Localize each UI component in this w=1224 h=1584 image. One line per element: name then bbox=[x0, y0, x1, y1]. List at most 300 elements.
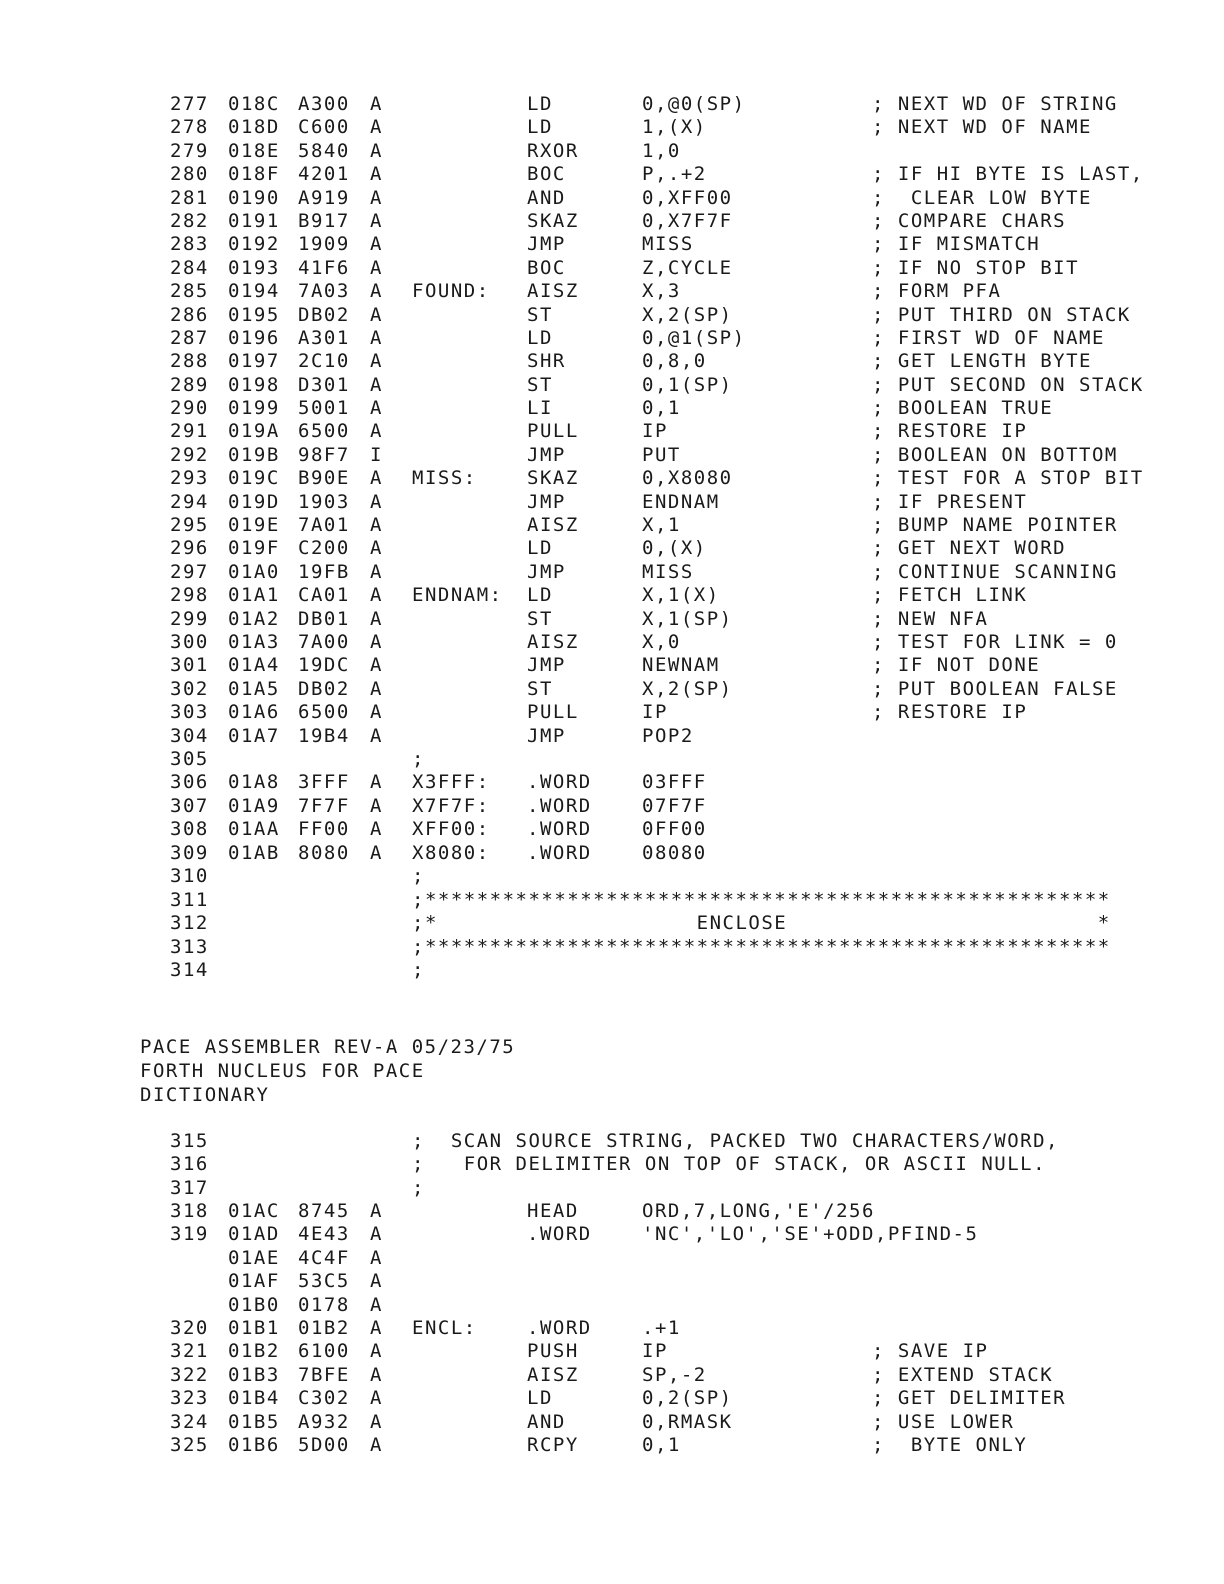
address: 0190 bbox=[228, 186, 280, 209]
line-number: 302 bbox=[170, 677, 209, 700]
comment: ; COMPARE CHARS bbox=[872, 209, 1067, 232]
comment: ; IF PRESENT bbox=[872, 490, 1028, 513]
object-code: 01B2 bbox=[298, 1316, 350, 1339]
address: 01A0 bbox=[228, 560, 280, 583]
line-number: 279 bbox=[170, 139, 209, 162]
line-number: 296 bbox=[170, 537, 209, 560]
line-number: 312 bbox=[170, 912, 209, 935]
reloc-flag: A bbox=[370, 350, 383, 373]
address: 01AA bbox=[228, 818, 280, 841]
operand: IP bbox=[642, 701, 668, 724]
reloc-flag: A bbox=[370, 1316, 383, 1339]
operand: 'NC','LO','SE'+ODD,PFIND-5 bbox=[642, 1223, 979, 1246]
object-code: 7F7F bbox=[298, 794, 350, 817]
address: 018C bbox=[228, 93, 280, 115]
address: 019D bbox=[228, 490, 280, 513]
comment: ; GET DELIMITER bbox=[872, 1387, 1067, 1410]
opcode: JMP bbox=[527, 654, 566, 677]
line-number: 285 bbox=[170, 280, 209, 303]
opcode: PULL bbox=[527, 420, 579, 443]
operand: 0,1 bbox=[642, 397, 681, 420]
object-code: 7A01 bbox=[298, 514, 350, 537]
address: 0193 bbox=[228, 256, 280, 279]
listing-line bbox=[0, 1387, 1224, 1410]
address: 01B1 bbox=[228, 1316, 280, 1339]
opcode: .WORD bbox=[527, 818, 592, 841]
object-code: 7BFE bbox=[298, 1363, 350, 1386]
operand: 1,(X) bbox=[642, 116, 707, 139]
opcode: LD bbox=[527, 116, 553, 139]
listing-line bbox=[0, 187, 1224, 210]
operand: 03FFF bbox=[642, 771, 707, 794]
operand: 0,8,0 bbox=[642, 350, 707, 373]
comment: ; FIRST WD OF NAME bbox=[872, 326, 1105, 349]
object-code: 53C5 bbox=[298, 1270, 350, 1293]
opcode: SKAZ bbox=[527, 209, 579, 232]
opcode: AISZ bbox=[527, 630, 579, 653]
operand: NEWNAM bbox=[642, 654, 720, 677]
line-number: 288 bbox=[170, 350, 209, 373]
comment-text: ;***************************************************** bbox=[412, 889, 1111, 911]
listing-line bbox=[0, 1364, 1224, 1387]
address: 01AC bbox=[228, 1200, 280, 1222]
line-number: 277 bbox=[170, 93, 209, 115]
address: 01AD bbox=[228, 1223, 280, 1246]
object-code: 7A00 bbox=[298, 630, 350, 653]
reloc-flag: A bbox=[370, 326, 383, 349]
operand: 0,@0(SP) bbox=[642, 93, 746, 115]
address: 01B3 bbox=[228, 1363, 280, 1386]
line-number: 298 bbox=[170, 584, 209, 607]
opcode: ST bbox=[527, 373, 553, 396]
object-code: 98F7 bbox=[298, 443, 350, 466]
object-code: 1903 bbox=[298, 490, 350, 513]
comment: ; PUT THIRD ON STACK bbox=[872, 303, 1131, 326]
address: 0194 bbox=[228, 280, 280, 303]
object-code: B917 bbox=[298, 209, 350, 232]
listing-line bbox=[0, 1317, 1224, 1340]
operand: X,2(SP) bbox=[642, 303, 733, 326]
address: 019B bbox=[228, 443, 280, 466]
opcode: JMP bbox=[527, 724, 566, 747]
operand: P,.+2 bbox=[642, 163, 707, 186]
listing-line bbox=[0, 537, 1224, 560]
line-number: 313 bbox=[170, 935, 209, 958]
reloc-flag: A bbox=[370, 1433, 383, 1456]
opcode: JMP bbox=[527, 560, 566, 583]
comment: ; PUT BOOLEAN FALSE bbox=[872, 677, 1118, 700]
reloc-flag: A bbox=[370, 1223, 383, 1246]
operand: SP,-2 bbox=[642, 1363, 707, 1386]
comment: ; SAVE IP bbox=[872, 1340, 989, 1363]
label: ENDNAM: bbox=[412, 584, 503, 607]
opcode: LD bbox=[527, 537, 553, 560]
object-code: 4201 bbox=[298, 163, 350, 186]
comment: ; TEST FOR LINK = 0 bbox=[872, 630, 1118, 653]
listing-line bbox=[0, 818, 1224, 841]
listing-line bbox=[0, 561, 1224, 584]
address: 01B0 bbox=[228, 1293, 280, 1316]
listing-line bbox=[0, 304, 1224, 327]
line-number: 305 bbox=[170, 747, 209, 770]
address: 0196 bbox=[228, 326, 280, 349]
comment: ; CONTINUE SCANNING bbox=[872, 560, 1118, 583]
reloc-flag: A bbox=[370, 116, 383, 139]
listing-line bbox=[0, 1223, 1224, 1246]
comment: ; BYTE ONLY bbox=[872, 1433, 1028, 1456]
listing-line bbox=[0, 1130, 1224, 1153]
opcode: PUSH bbox=[527, 1340, 579, 1363]
line-number: 317 bbox=[170, 1176, 209, 1199]
operand: .+1 bbox=[642, 1316, 681, 1339]
reloc-flag: A bbox=[370, 1270, 383, 1293]
opcode: AND bbox=[527, 1410, 566, 1433]
line-number: 290 bbox=[170, 397, 209, 420]
operand: X,1(X) bbox=[642, 584, 720, 607]
label: X3FFF: bbox=[412, 771, 490, 794]
object-code: 6100 bbox=[298, 1340, 350, 1363]
address: 019C bbox=[228, 467, 280, 490]
object-code: 4E43 bbox=[298, 1223, 350, 1246]
address: 0195 bbox=[228, 303, 280, 326]
opcode: AISZ bbox=[527, 280, 579, 303]
listing-line bbox=[0, 420, 1224, 443]
object-code: 8080 bbox=[298, 841, 350, 864]
line-number: 301 bbox=[170, 654, 209, 677]
line-number: 283 bbox=[170, 233, 209, 256]
listing-line bbox=[0, 608, 1224, 631]
line-number: 281 bbox=[170, 186, 209, 209]
listing-line bbox=[0, 374, 1224, 397]
opcode: RXOR bbox=[527, 139, 579, 162]
listing-line bbox=[0, 257, 1224, 280]
line-number: 291 bbox=[170, 420, 209, 443]
reloc-flag: A bbox=[370, 724, 383, 747]
address: 01AB bbox=[228, 841, 280, 864]
line-number: 307 bbox=[170, 794, 209, 817]
scan-comment-block bbox=[0, 1130, 1224, 1200]
operand: IP bbox=[642, 420, 668, 443]
address: 01A6 bbox=[228, 701, 280, 724]
address: 01A1 bbox=[228, 584, 280, 607]
line-number: 316 bbox=[170, 1153, 209, 1176]
comment: ; GET NEXT WORD bbox=[872, 537, 1067, 560]
opcode: HEAD bbox=[527, 1200, 579, 1222]
opcode: AISZ bbox=[527, 1363, 579, 1386]
opcode: ST bbox=[527, 677, 553, 700]
listing-line bbox=[0, 865, 1224, 888]
comment: ; CLEAR LOW BYTE bbox=[872, 186, 1092, 209]
opcode: SHR bbox=[527, 350, 566, 373]
line-number: 286 bbox=[170, 303, 209, 326]
comment: ; IF NOT DONE bbox=[872, 654, 1041, 677]
address: 01A8 bbox=[228, 771, 280, 794]
object-code: A301 bbox=[298, 326, 350, 349]
object-code: A919 bbox=[298, 186, 350, 209]
address: 0192 bbox=[228, 233, 280, 256]
listing-line bbox=[0, 1434, 1224, 1457]
reloc-flag: A bbox=[370, 818, 383, 841]
opcode: .WORD bbox=[527, 794, 592, 817]
opcode: LI bbox=[527, 397, 553, 420]
operand: X,0 bbox=[642, 630, 681, 653]
line-number: 315 bbox=[170, 1130, 209, 1152]
line-number: 318 bbox=[170, 1200, 209, 1222]
object-code: 19B4 bbox=[298, 724, 350, 747]
listing-line bbox=[0, 350, 1224, 373]
listing-line bbox=[0, 701, 1224, 724]
listing-line bbox=[0, 795, 1224, 818]
listing-line bbox=[0, 514, 1224, 537]
reloc-flag: A bbox=[370, 841, 383, 864]
comment: ; RESTORE IP bbox=[872, 420, 1028, 443]
listing-line bbox=[0, 584, 1224, 607]
object-code: 19FB bbox=[298, 560, 350, 583]
address: 01A7 bbox=[228, 724, 280, 747]
address: 01A3 bbox=[228, 630, 280, 653]
listing-line bbox=[0, 444, 1224, 467]
opcode: .WORD bbox=[527, 1223, 592, 1246]
opcode: ST bbox=[527, 607, 553, 630]
object-code: A932 bbox=[298, 1410, 350, 1433]
object-code: 6500 bbox=[298, 420, 350, 443]
line-number: 319 bbox=[170, 1223, 209, 1246]
comment: ; BOOLEAN ON BOTTOM bbox=[872, 443, 1118, 466]
operand: 0,1(SP) bbox=[642, 373, 733, 396]
line-number: 284 bbox=[170, 256, 209, 279]
comment: ; PUT SECOND ON STACK bbox=[872, 373, 1144, 396]
line-number: 293 bbox=[170, 467, 209, 490]
opcode: RCPY bbox=[527, 1433, 579, 1456]
label: ENCL: bbox=[412, 1316, 477, 1339]
object-code: C200 bbox=[298, 537, 350, 560]
operand: 0,(X) bbox=[642, 537, 707, 560]
line-number: 314 bbox=[170, 959, 209, 982]
listing-line bbox=[0, 912, 1224, 935]
listing-line bbox=[0, 397, 1224, 420]
comment: ; IF NO STOP BIT bbox=[872, 256, 1080, 279]
comment: ; NEXT WD OF NAME bbox=[872, 116, 1092, 139]
reloc-flag: A bbox=[370, 514, 383, 537]
listing-line bbox=[0, 163, 1224, 186]
comment-text: ;***************************************************** bbox=[412, 935, 1111, 958]
comment: ; GET LENGTH BYTE bbox=[872, 350, 1092, 373]
reloc-flag: A bbox=[370, 677, 383, 700]
reloc-flag: A bbox=[370, 607, 383, 630]
line-number: 320 bbox=[170, 1316, 209, 1339]
reloc-flag: A bbox=[370, 537, 383, 560]
reloc-flag: A bbox=[370, 233, 383, 256]
reloc-flag: A bbox=[370, 1410, 383, 1433]
listing-line bbox=[0, 93, 1224, 116]
opcode: AND bbox=[527, 186, 566, 209]
listing-line bbox=[0, 233, 1224, 256]
listing-line bbox=[0, 1153, 1224, 1176]
listing-line bbox=[0, 842, 1224, 865]
listing-line bbox=[0, 959, 1224, 982]
object-code: DB02 bbox=[298, 677, 350, 700]
object-code: FF00 bbox=[298, 818, 350, 841]
line-number: 278 bbox=[170, 116, 209, 139]
line-number: 325 bbox=[170, 1433, 209, 1456]
object-code: 6500 bbox=[298, 701, 350, 724]
address: 018D bbox=[228, 116, 280, 139]
address: 01B6 bbox=[228, 1433, 280, 1456]
object-code: DB02 bbox=[298, 303, 350, 326]
address: 0191 bbox=[228, 209, 280, 232]
opcode: .WORD bbox=[527, 1316, 592, 1339]
label: FOUND: bbox=[412, 280, 490, 303]
reloc-flag: A bbox=[370, 93, 383, 115]
reloc-flag: A bbox=[370, 1246, 383, 1269]
listing-line bbox=[0, 116, 1224, 139]
listing-line bbox=[0, 936, 1224, 959]
opcode: ST bbox=[527, 303, 553, 326]
address: 0197 bbox=[228, 350, 280, 373]
object-code: B90E bbox=[298, 467, 350, 490]
address: 019A bbox=[228, 420, 280, 443]
reloc-flag: A bbox=[370, 186, 383, 209]
reloc-flag: A bbox=[370, 280, 383, 303]
line-number: 323 bbox=[170, 1387, 209, 1410]
line-number: 311 bbox=[170, 889, 209, 911]
opcode: LD bbox=[527, 326, 553, 349]
listing-bottom bbox=[0, 1200, 1224, 1457]
operand: X,1(SP) bbox=[642, 607, 733, 630]
opcode: LD bbox=[527, 93, 553, 115]
object-code: 5840 bbox=[298, 139, 350, 162]
listing-line bbox=[0, 1247, 1224, 1270]
listing-line bbox=[0, 327, 1224, 350]
listing-line bbox=[0, 210, 1224, 233]
operand: 0,XFF00 bbox=[642, 186, 733, 209]
address: 01A5 bbox=[228, 677, 280, 700]
line-number: 292 bbox=[170, 443, 209, 466]
reloc-flag: A bbox=[370, 209, 383, 232]
operand: PUT bbox=[642, 443, 681, 466]
listing-line bbox=[0, 1294, 1224, 1317]
listing-line bbox=[0, 491, 1224, 514]
address: 01B2 bbox=[228, 1340, 280, 1363]
listing-top bbox=[0, 93, 1224, 888]
line-number: 324 bbox=[170, 1410, 209, 1433]
listing-line bbox=[0, 678, 1224, 701]
operand: 0,1 bbox=[642, 1433, 681, 1456]
listing-line bbox=[0, 631, 1224, 654]
opcode: SKAZ bbox=[527, 467, 579, 490]
opcode: LD bbox=[527, 584, 553, 607]
address: 019E bbox=[228, 514, 280, 537]
operand: 07F7F bbox=[642, 794, 707, 817]
reloc-flag: A bbox=[370, 373, 383, 396]
listing-line bbox=[0, 1177, 1224, 1200]
object-code: 7A03 bbox=[298, 280, 350, 303]
operand: 0,X8080 bbox=[642, 467, 733, 490]
object-code: 0178 bbox=[298, 1293, 350, 1316]
object-code: CA01 bbox=[298, 584, 350, 607]
label: ; bbox=[412, 864, 425, 887]
reloc-flag: A bbox=[370, 490, 383, 513]
object-code: 2C10 bbox=[298, 350, 350, 373]
reloc-flag: A bbox=[370, 1200, 383, 1222]
object-code: 8745 bbox=[298, 1200, 350, 1222]
line-number: 303 bbox=[170, 701, 209, 724]
object-code: 19DC bbox=[298, 654, 350, 677]
line-number: 306 bbox=[170, 771, 209, 794]
comment: ; NEW NFA bbox=[872, 607, 989, 630]
comment: ; IF MISMATCH bbox=[872, 233, 1041, 256]
line-number: 299 bbox=[170, 607, 209, 630]
reloc-flag: A bbox=[370, 467, 383, 490]
object-code: 5001 bbox=[298, 397, 350, 420]
reloc-flag: A bbox=[370, 584, 383, 607]
comment: ; USE LOWER bbox=[872, 1410, 1015, 1433]
object-code: DB01 bbox=[298, 607, 350, 630]
object-code: D301 bbox=[298, 373, 350, 396]
opcode: JMP bbox=[527, 490, 566, 513]
line-number: 321 bbox=[170, 1340, 209, 1363]
label: X7F7F: bbox=[412, 794, 490, 817]
listing-line bbox=[0, 280, 1224, 303]
line-number: 297 bbox=[170, 560, 209, 583]
address: 01B4 bbox=[228, 1387, 280, 1410]
operand: 0,X7F7F bbox=[642, 209, 733, 232]
label: XFF00: bbox=[412, 818, 490, 841]
address: 01AE bbox=[228, 1246, 280, 1269]
line-number: 280 bbox=[170, 163, 209, 186]
listing-line bbox=[0, 1411, 1224, 1434]
object-code: 4C4F bbox=[298, 1246, 350, 1269]
opcode: PULL bbox=[527, 701, 579, 724]
label: X8080: bbox=[412, 841, 490, 864]
enclose-banner bbox=[0, 889, 1224, 983]
reloc-flag: I bbox=[370, 443, 383, 466]
opcode: AISZ bbox=[527, 514, 579, 537]
reloc-flag: A bbox=[370, 771, 383, 794]
comment: ; BOOLEAN TRUE bbox=[872, 397, 1054, 420]
operand: Z,CYCLE bbox=[642, 256, 733, 279]
listing-line bbox=[0, 725, 1224, 748]
operand: X,2(SP) bbox=[642, 677, 733, 700]
line-number: 304 bbox=[170, 724, 209, 747]
line-number: 282 bbox=[170, 209, 209, 232]
comment: ; FORM PFA bbox=[872, 280, 1002, 303]
line-number: 289 bbox=[170, 373, 209, 396]
operand: 0,RMASK bbox=[642, 1410, 733, 1433]
reloc-flag: A bbox=[370, 303, 383, 326]
operand: 08080 bbox=[642, 841, 707, 864]
label: ; bbox=[412, 747, 425, 770]
comment: ; IF HI BYTE IS LAST, bbox=[872, 163, 1144, 186]
operand: ENDNAM bbox=[642, 490, 720, 513]
operand: MISS bbox=[642, 233, 694, 256]
listing-line bbox=[0, 748, 1224, 771]
line-number: 300 bbox=[170, 630, 209, 653]
address: 018F bbox=[228, 163, 280, 186]
label: MISS: bbox=[412, 467, 477, 490]
address: 01A2 bbox=[228, 607, 280, 630]
object-code: C600 bbox=[298, 116, 350, 139]
address: 0199 bbox=[228, 397, 280, 420]
comment-text: ; bbox=[412, 1176, 425, 1199]
address: 01A4 bbox=[228, 654, 280, 677]
operand: 1,0 bbox=[642, 139, 681, 162]
address: 0198 bbox=[228, 373, 280, 396]
reloc-flag: A bbox=[370, 1293, 383, 1316]
listing-header-section: DICTIONARY bbox=[140, 1084, 270, 1106]
reloc-flag: A bbox=[370, 701, 383, 724]
operand: 0,2(SP) bbox=[642, 1387, 733, 1410]
